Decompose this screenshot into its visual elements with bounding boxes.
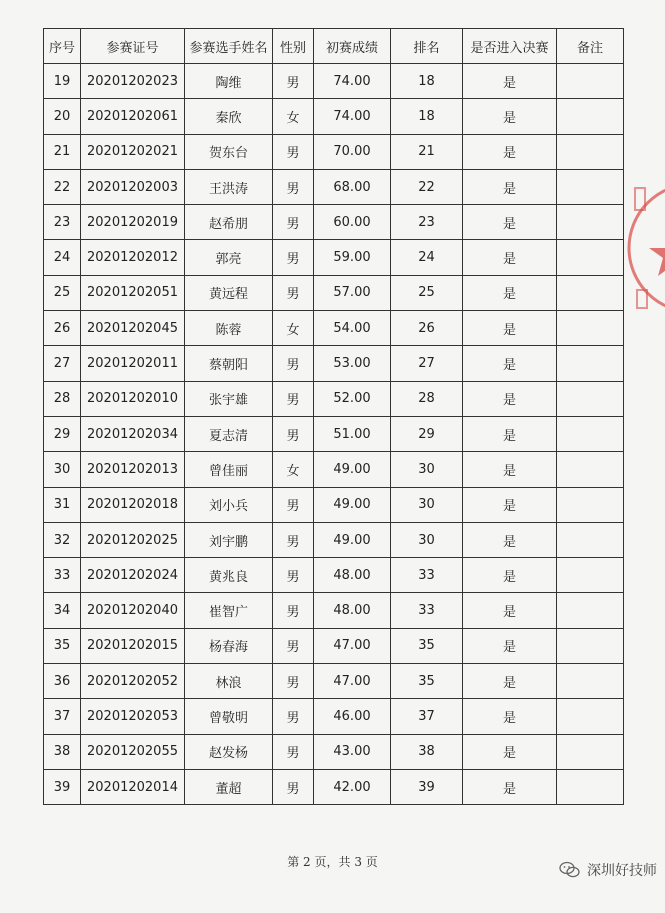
- cell-score: 49.00: [314, 452, 391, 487]
- cell-name: 崔智广: [185, 593, 273, 628]
- table-row: [44, 593, 624, 628]
- cell-final: 是: [463, 522, 557, 557]
- table-row: [44, 381, 624, 416]
- cell-note: [557, 134, 624, 169]
- cell-score: 53.00: [314, 346, 391, 381]
- cell-score: 49.00: [314, 487, 391, 522]
- table-row: [44, 734, 624, 769]
- cell-final: 是: [463, 558, 557, 593]
- cell-final: 是: [463, 275, 557, 310]
- cell-seq: 28: [44, 381, 81, 416]
- cell-final: 是: [463, 487, 557, 522]
- table-row: [44, 311, 624, 346]
- cell-score: 49.00: [314, 522, 391, 557]
- cell-name: 贺东台: [185, 134, 273, 169]
- table-row: [44, 699, 624, 734]
- cell-gender: 女: [273, 99, 314, 134]
- cell-note: [557, 169, 624, 204]
- table-body: [44, 64, 624, 805]
- cell-seq: 23: [44, 205, 81, 240]
- cell-rank: 33: [391, 593, 463, 628]
- cell-seq: 20: [44, 99, 81, 134]
- table-row: [44, 169, 624, 204]
- cell-rank: 37: [391, 699, 463, 734]
- table-row: [44, 134, 624, 169]
- table-row: [44, 452, 624, 487]
- cell-final: 是: [463, 346, 557, 381]
- table-row: [44, 558, 624, 593]
- cell-score: 51.00: [314, 416, 391, 451]
- cell-note: [557, 346, 624, 381]
- cell-final: 是: [463, 593, 557, 628]
- cell-name: 蔡朝阳: [185, 346, 273, 381]
- cell-score: 74.00: [314, 64, 391, 99]
- cell-id: 20201202011: [81, 346, 185, 381]
- cell-final: 是: [463, 769, 557, 804]
- cell-final: 是: [463, 381, 557, 416]
- table-row: [44, 416, 624, 451]
- cell-seq: 33: [44, 558, 81, 593]
- cell-name: 曾佳丽: [185, 452, 273, 487]
- cell-gender: 男: [273, 558, 314, 593]
- cell-seq: 24: [44, 240, 81, 275]
- cell-name: 张宇雄: [185, 381, 273, 416]
- header-final: 是否进入决赛: [463, 29, 557, 64]
- table-row: [44, 99, 624, 134]
- cell-name: 夏志清: [185, 416, 273, 451]
- cell-name: 黄远程: [185, 275, 273, 310]
- cell-seq: 38: [44, 734, 81, 769]
- cell-final: 是: [463, 699, 557, 734]
- cell-gender: 男: [273, 134, 314, 169]
- cell-name: 董超: [185, 769, 273, 804]
- cell-id: 20201202053: [81, 699, 185, 734]
- cell-note: [557, 487, 624, 522]
- cell-final: 是: [463, 240, 557, 275]
- cell-final: 是: [463, 64, 557, 99]
- cell-rank: 30: [391, 487, 463, 522]
- cell-seq: 22: [44, 169, 81, 204]
- watermark-text: 深圳好技师: [587, 863, 657, 879]
- cell-rank: 21: [391, 134, 463, 169]
- cell-id: 20201202018: [81, 487, 185, 522]
- cell-gender: 男: [273, 416, 314, 451]
- cell-gender: 男: [273, 275, 314, 310]
- table-header-row: [44, 29, 624, 64]
- cell-score: 43.00: [314, 734, 391, 769]
- cell-gender: 男: [273, 205, 314, 240]
- cell-score: 70.00: [314, 134, 391, 169]
- cell-id: 20201202019: [81, 205, 185, 240]
- cell-id: 20201202003: [81, 169, 185, 204]
- table-row: [44, 664, 624, 699]
- cell-gender: 女: [273, 452, 314, 487]
- cell-seq: 32: [44, 522, 81, 557]
- cell-gender: 男: [273, 628, 314, 663]
- cell-gender: 男: [273, 487, 314, 522]
- cell-seq: 31: [44, 487, 81, 522]
- cell-name: 赵希朋: [185, 205, 273, 240]
- cell-note: [557, 416, 624, 451]
- cell-seq: 30: [44, 452, 81, 487]
- cell-rank: 35: [391, 628, 463, 663]
- cell-seq: 36: [44, 664, 81, 699]
- cell-final: 是: [463, 311, 557, 346]
- cell-rank: 27: [391, 346, 463, 381]
- cell-id: 20201202012: [81, 240, 185, 275]
- cell-score: 60.00: [314, 205, 391, 240]
- cell-id: 20201202061: [81, 99, 185, 134]
- header-rank: 排名: [391, 29, 463, 64]
- cell-seq: 27: [44, 346, 81, 381]
- cell-rank: 29: [391, 416, 463, 451]
- cell-score: 57.00: [314, 275, 391, 310]
- cell-gender: 男: [273, 593, 314, 628]
- table-row: [44, 240, 624, 275]
- cell-gender: 男: [273, 346, 314, 381]
- cell-name: 杨春海: [185, 628, 273, 663]
- cell-seq: 29: [44, 416, 81, 451]
- table-row: [44, 275, 624, 310]
- cell-rank: 28: [391, 381, 463, 416]
- cell-id: 20201202034: [81, 416, 185, 451]
- cell-final: 是: [463, 664, 557, 699]
- cell-id: 20201202025: [81, 522, 185, 557]
- cell-name: 刘宇鹏: [185, 522, 273, 557]
- cell-score: 47.00: [314, 664, 391, 699]
- cell-name: 王洪涛: [185, 169, 273, 204]
- wechat-icon: [559, 861, 581, 879]
- cell-gender: 男: [273, 664, 314, 699]
- cell-note: [557, 699, 624, 734]
- header-name: 参赛选手姓名: [185, 29, 273, 64]
- watermark: [559, 860, 657, 880]
- cell-gender: 男: [273, 734, 314, 769]
- cell-final: 是: [463, 452, 557, 487]
- cell-seq: 21: [44, 134, 81, 169]
- cell-rank: 26: [391, 311, 463, 346]
- cell-final: 是: [463, 205, 557, 240]
- cell-name: 黄兆良: [185, 558, 273, 593]
- table-row: [44, 769, 624, 804]
- cell-id: 20201202024: [81, 558, 185, 593]
- cell-id: 20201202015: [81, 628, 185, 663]
- cell-seq: 34: [44, 593, 81, 628]
- cell-rank: 18: [391, 64, 463, 99]
- cell-seq: 37: [44, 699, 81, 734]
- cell-note: [557, 664, 624, 699]
- cell-final: 是: [463, 734, 557, 769]
- cell-id: 20201202055: [81, 734, 185, 769]
- cell-seq: 25: [44, 275, 81, 310]
- cell-rank: 39: [391, 769, 463, 804]
- cell-final: 是: [463, 169, 557, 204]
- cell-id: 20201202014: [81, 769, 185, 804]
- cell-rank: 30: [391, 522, 463, 557]
- cell-note: [557, 275, 624, 310]
- cell-gender: 男: [273, 240, 314, 275]
- cell-id: 20201202021: [81, 134, 185, 169]
- cell-gender: 女: [273, 311, 314, 346]
- cell-gender: 男: [273, 699, 314, 734]
- cell-note: [557, 628, 624, 663]
- cell-name: 曾敬明: [185, 699, 273, 734]
- cell-gender: 男: [273, 64, 314, 99]
- cell-seq: 19: [44, 64, 81, 99]
- table-row: [44, 487, 624, 522]
- cell-note: [557, 240, 624, 275]
- cell-gender: 男: [273, 169, 314, 204]
- cell-rank: 18: [391, 99, 463, 134]
- cell-score: 54.00: [314, 311, 391, 346]
- cell-note: [557, 99, 624, 134]
- table-row: [44, 205, 624, 240]
- cell-id: 20201202013: [81, 452, 185, 487]
- cell-note: [557, 734, 624, 769]
- table-row: [44, 346, 624, 381]
- cell-score: 48.00: [314, 593, 391, 628]
- cell-note: [557, 593, 624, 628]
- cell-seq: 26: [44, 311, 81, 346]
- cell-note: [557, 558, 624, 593]
- cell-name: 林浪: [185, 664, 273, 699]
- header-gender: 性别: [273, 29, 314, 64]
- header-note: 备注: [557, 29, 624, 64]
- cell-gender: 男: [273, 769, 314, 804]
- cell-id: 20201202052: [81, 664, 185, 699]
- cell-gender: 男: [273, 381, 314, 416]
- cell-name: 陈蓉: [185, 311, 273, 346]
- cell-note: [557, 522, 624, 557]
- cell-score: 47.00: [314, 628, 391, 663]
- cell-name: 刘小兵: [185, 487, 273, 522]
- cell-note: [557, 311, 624, 346]
- header-seq: 序号: [44, 29, 81, 64]
- cell-score: 52.00: [314, 381, 391, 416]
- results-table: [43, 28, 624, 805]
- cell-rank: 25: [391, 275, 463, 310]
- page-footer: 第 2 页，共 3 页: [287, 855, 378, 869]
- cell-note: [557, 381, 624, 416]
- cell-score: 48.00: [314, 558, 391, 593]
- cell-note: [557, 205, 624, 240]
- cell-score: 42.00: [314, 769, 391, 804]
- cell-note: [557, 452, 624, 487]
- cell-name: 陶维: [185, 64, 273, 99]
- cell-name: 赵发杨: [185, 734, 273, 769]
- cell-rank: 38: [391, 734, 463, 769]
- cell-id: 20201202051: [81, 275, 185, 310]
- cell-name: 郭亮: [185, 240, 273, 275]
- cell-final: 是: [463, 416, 557, 451]
- cell-rank: 30: [391, 452, 463, 487]
- header-score: 初赛成绩: [314, 29, 391, 64]
- cell-id: 20201202010: [81, 381, 185, 416]
- cell-seq: 35: [44, 628, 81, 663]
- cell-rank: 35: [391, 664, 463, 699]
- cell-score: 59.00: [314, 240, 391, 275]
- cell-final: 是: [463, 134, 557, 169]
- cell-id: 20201202040: [81, 593, 185, 628]
- cell-final: 是: [463, 99, 557, 134]
- cell-note: [557, 64, 624, 99]
- cell-id: 20201202045: [81, 311, 185, 346]
- cell-rank: 23: [391, 205, 463, 240]
- cell-note: [557, 769, 624, 804]
- cell-score: 46.00: [314, 699, 391, 734]
- cell-rank: 33: [391, 558, 463, 593]
- cell-score: 68.00: [314, 169, 391, 204]
- cell-id: 20201202023: [81, 64, 185, 99]
- cell-seq: 39: [44, 769, 81, 804]
- cell-score: 74.00: [314, 99, 391, 134]
- cell-rank: 24: [391, 240, 463, 275]
- cell-rank: 22: [391, 169, 463, 204]
- header-id: 参赛证号: [81, 29, 185, 64]
- cell-final: 是: [463, 628, 557, 663]
- red-seal-icon: [625, 178, 665, 318]
- table-row: [44, 522, 624, 557]
- table-row: [44, 628, 624, 663]
- cell-name: 秦欣: [185, 99, 273, 134]
- cell-gender: 男: [273, 522, 314, 557]
- table-row: [44, 64, 624, 99]
